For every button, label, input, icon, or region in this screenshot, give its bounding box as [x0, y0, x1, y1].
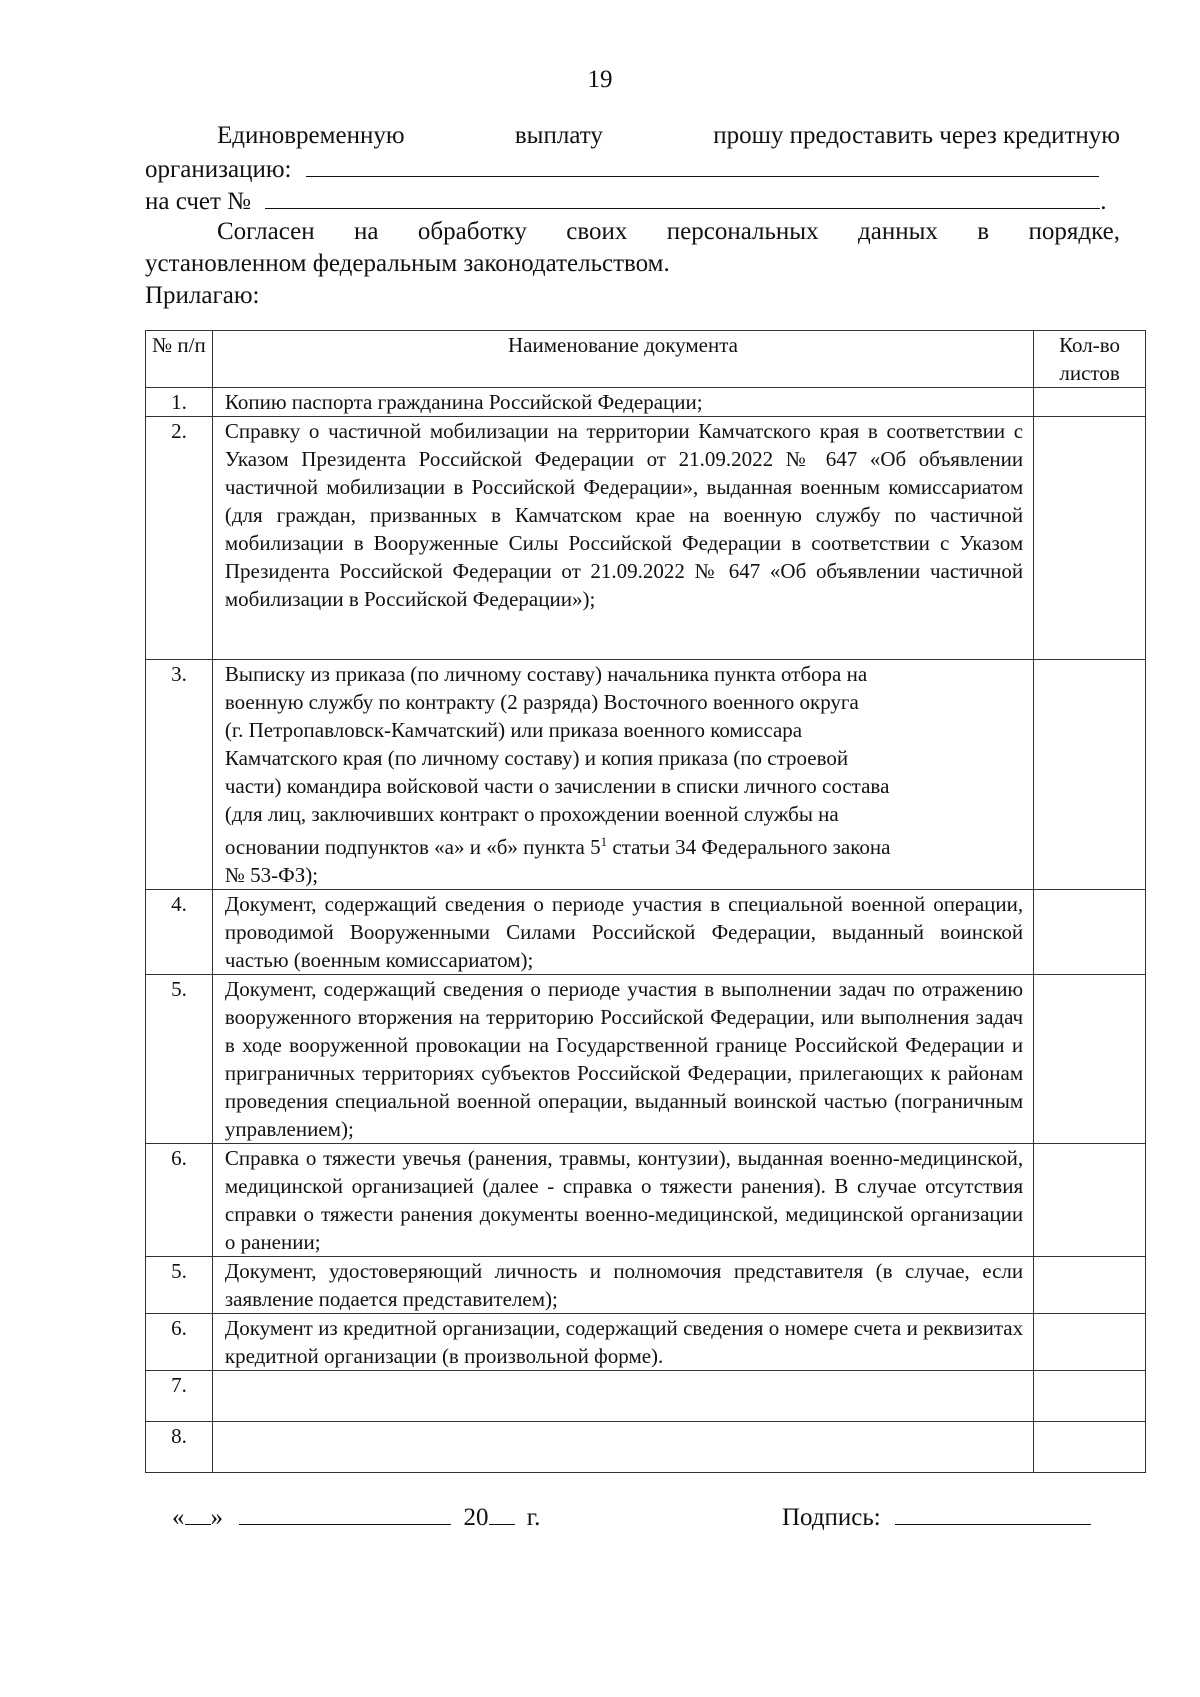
consent-word-6: данных	[858, 218, 938, 245]
signature-label: Подпись:	[782, 1504, 881, 1531]
row3-line: Камчатского края (по личному составу) и копия приказа (по строевой	[224, 746, 849, 770]
table-row	[146, 660, 1146, 890]
consent-word-2: на	[354, 218, 379, 245]
consent-word-3: обработку	[417, 218, 527, 245]
row3-line: военную службу по контракту (2 разряда) Восточного военного округа	[224, 690, 859, 714]
page-number: 19	[587, 66, 613, 93]
row3-line: (г. Петропавловск-Камчатский) или приказа военного комиссара	[224, 718, 803, 742]
consent-line-1	[145, 216, 1120, 248]
row-document-name-cell[interactable]	[212, 1371, 1033, 1422]
row-sheet-count-cell[interactable]	[1034, 1422, 1146, 1473]
row3-line-start: основании подпунктов «а» и «б» пункта 5	[224, 835, 601, 859]
row-sheet-count-cell[interactable]	[1034, 975, 1146, 1144]
year-prefix: 20	[463, 1504, 489, 1531]
attach-label: Прилагаю:	[145, 282, 260, 309]
row-number: 2.	[146, 417, 213, 660]
table-row	[146, 1371, 1146, 1422]
row-sheet-count-cell[interactable]	[1034, 1144, 1146, 1257]
org-label: организацию:	[145, 156, 292, 183]
table-header-row	[146, 331, 1146, 388]
consent-word-1: Согласен	[217, 218, 315, 245]
row-number: 8.	[146, 1422, 213, 1473]
payment-word-2: выплату	[514, 122, 603, 149]
consent-line-2: установленном федеральным законодательством.	[145, 250, 670, 277]
row-document-text: Справка о тяжести увечья (ранения, травмы, контузии), выданная военно-медицинской, медицинской организацией (далее - справка о тяжести ранения). В случае отсутствия справки о тяжести ранения документы военно-медицинской, медицинской организации о ранении;	[224, 1146, 1024, 1254]
account-blank-field[interactable]	[265, 184, 1100, 209]
table-row	[146, 1314, 1146, 1371]
payment-org-line	[145, 152, 1120, 186]
year-suffix: г.	[526, 1504, 541, 1531]
row-number: 6.	[146, 1314, 213, 1371]
account-label: на счет №	[145, 188, 252, 215]
consent-word-7: в	[977, 218, 990, 245]
table-row	[146, 1257, 1146, 1314]
row-number: 4.	[146, 890, 213, 975]
header-sheet-count: Кол-во листов	[1034, 331, 1146, 388]
row-sheet-count-cell[interactable]	[1034, 1371, 1146, 1422]
row-sheet-count-cell[interactable]	[1034, 388, 1146, 417]
table-row	[146, 975, 1146, 1144]
table-row	[146, 890, 1146, 975]
row-number: 3.	[146, 660, 213, 890]
signature-blank-field[interactable]	[895, 1500, 1091, 1525]
consent-word-5: персональных	[666, 218, 819, 245]
row-document-text: Документ, удостоверяющий личность и полномочия представителя (в случае, если заявление подается представителем);	[224, 1259, 1024, 1311]
row3-line: (для лиц, заключивших контракт о прохождении военной службы на	[224, 802, 839, 826]
table-row	[146, 417, 1146, 660]
row-document-text: Справку о частичной мобилизации на территории Камчатского края в соответствии с Указом Президента Российской Федерации от 21.09.2022 № 647 «Об объявлении частичной мобилизации в Российской Федерации», выданная военным комиссариатом (для граждан, призванных в Камчатском крае на военную службу по частичной мобилизации в Вооруженные Силы Российской Федерации в соответствии с Указом Президента Российской Федерации от 21.09.2022 № 647 «Об объявлении частичной мобилизации в Российской Федерации»);	[224, 419, 1024, 611]
row-document-text: Документ, содержащий сведения о периоде участия в специальной военной операции, проводимой Вооруженными Силами Российской Федерации, выданный воинской частью (военным комиссариатом);	[224, 892, 1024, 972]
table-row	[146, 1422, 1146, 1473]
header-document-name: Наименование документа	[212, 331, 1033, 388]
payment-account-line	[145, 184, 1120, 218]
account-end-dot: .	[1100, 188, 1107, 215]
attachments-table	[145, 330, 1146, 1473]
table-row	[146, 1144, 1146, 1257]
row-number: 7.	[146, 1371, 213, 1422]
header-number: № п/п	[146, 331, 213, 388]
row-number: 1.	[146, 388, 213, 417]
table-row	[146, 388, 1146, 417]
row-sheet-count-cell[interactable]	[1034, 660, 1146, 890]
row-document-text	[213, 660, 1033, 889]
payment-word-3: прошу предоставить через кредитную	[713, 122, 1120, 149]
row-sheet-count-cell[interactable]	[1034, 417, 1146, 660]
row3-superscript: 1	[600, 834, 608, 849]
day-blank-field[interactable]	[185, 1500, 211, 1525]
row-document-text: Документ, содержащий сведения о периоде участия в выполнении задач по отражению вооруженного вторжения на территорию Российской Федерации, или выполнения задач в ходе вооруженной провокации на Государственной границе Российской Федерации и приграничных территориях субъектов Российской Федерации, прилегающих к районам проведения специальной военной операции, выданный воинской частью (пограничным управлением);	[224, 977, 1024, 1141]
row-number: 5.	[146, 1257, 213, 1314]
payment-word-1: Единовременную	[217, 122, 405, 149]
row-number: 5.	[146, 975, 213, 1144]
signature-line	[782, 1500, 1091, 1532]
month-blank-field[interactable]	[239, 1500, 451, 1525]
org-blank-field[interactable]	[306, 152, 1099, 177]
row3-line: Выписку из приказа (по личному составу) начальника пункта отбора на	[224, 662, 868, 686]
row3-line-end: статьи 34 Федерального закона	[607, 835, 891, 859]
date-line	[172, 1500, 540, 1532]
date-close-quote: »	[210, 1504, 223, 1531]
consent-word-4: своих	[566, 218, 628, 245]
row-document-text: Документ из кредитной организации, содержащий сведения о номере счета и реквизитах кредитной организации (в произвольной форме).	[224, 1316, 1024, 1368]
row-document-text: Копию паспорта гражданина Российской Федерации;	[224, 390, 703, 414]
row-document-name-cell[interactable]	[212, 1422, 1033, 1473]
row3-line	[225, 828, 1023, 861]
row-sheet-count-cell[interactable]	[1034, 1314, 1146, 1371]
row-number: 6.	[146, 1144, 213, 1257]
row-sheet-count-cell[interactable]	[1034, 1257, 1146, 1314]
row-sheet-count-cell[interactable]	[1034, 890, 1146, 975]
year-blank-field[interactable]	[489, 1500, 515, 1525]
payment-line-1	[145, 120, 1120, 152]
consent-word-8: порядке,	[1028, 218, 1120, 245]
row3-line: № 53-ФЗ);	[224, 863, 319, 887]
row3-line: части) командира войсковой части о зачислении в списки личного состава	[224, 774, 890, 798]
date-open-quote: «	[172, 1504, 185, 1531]
